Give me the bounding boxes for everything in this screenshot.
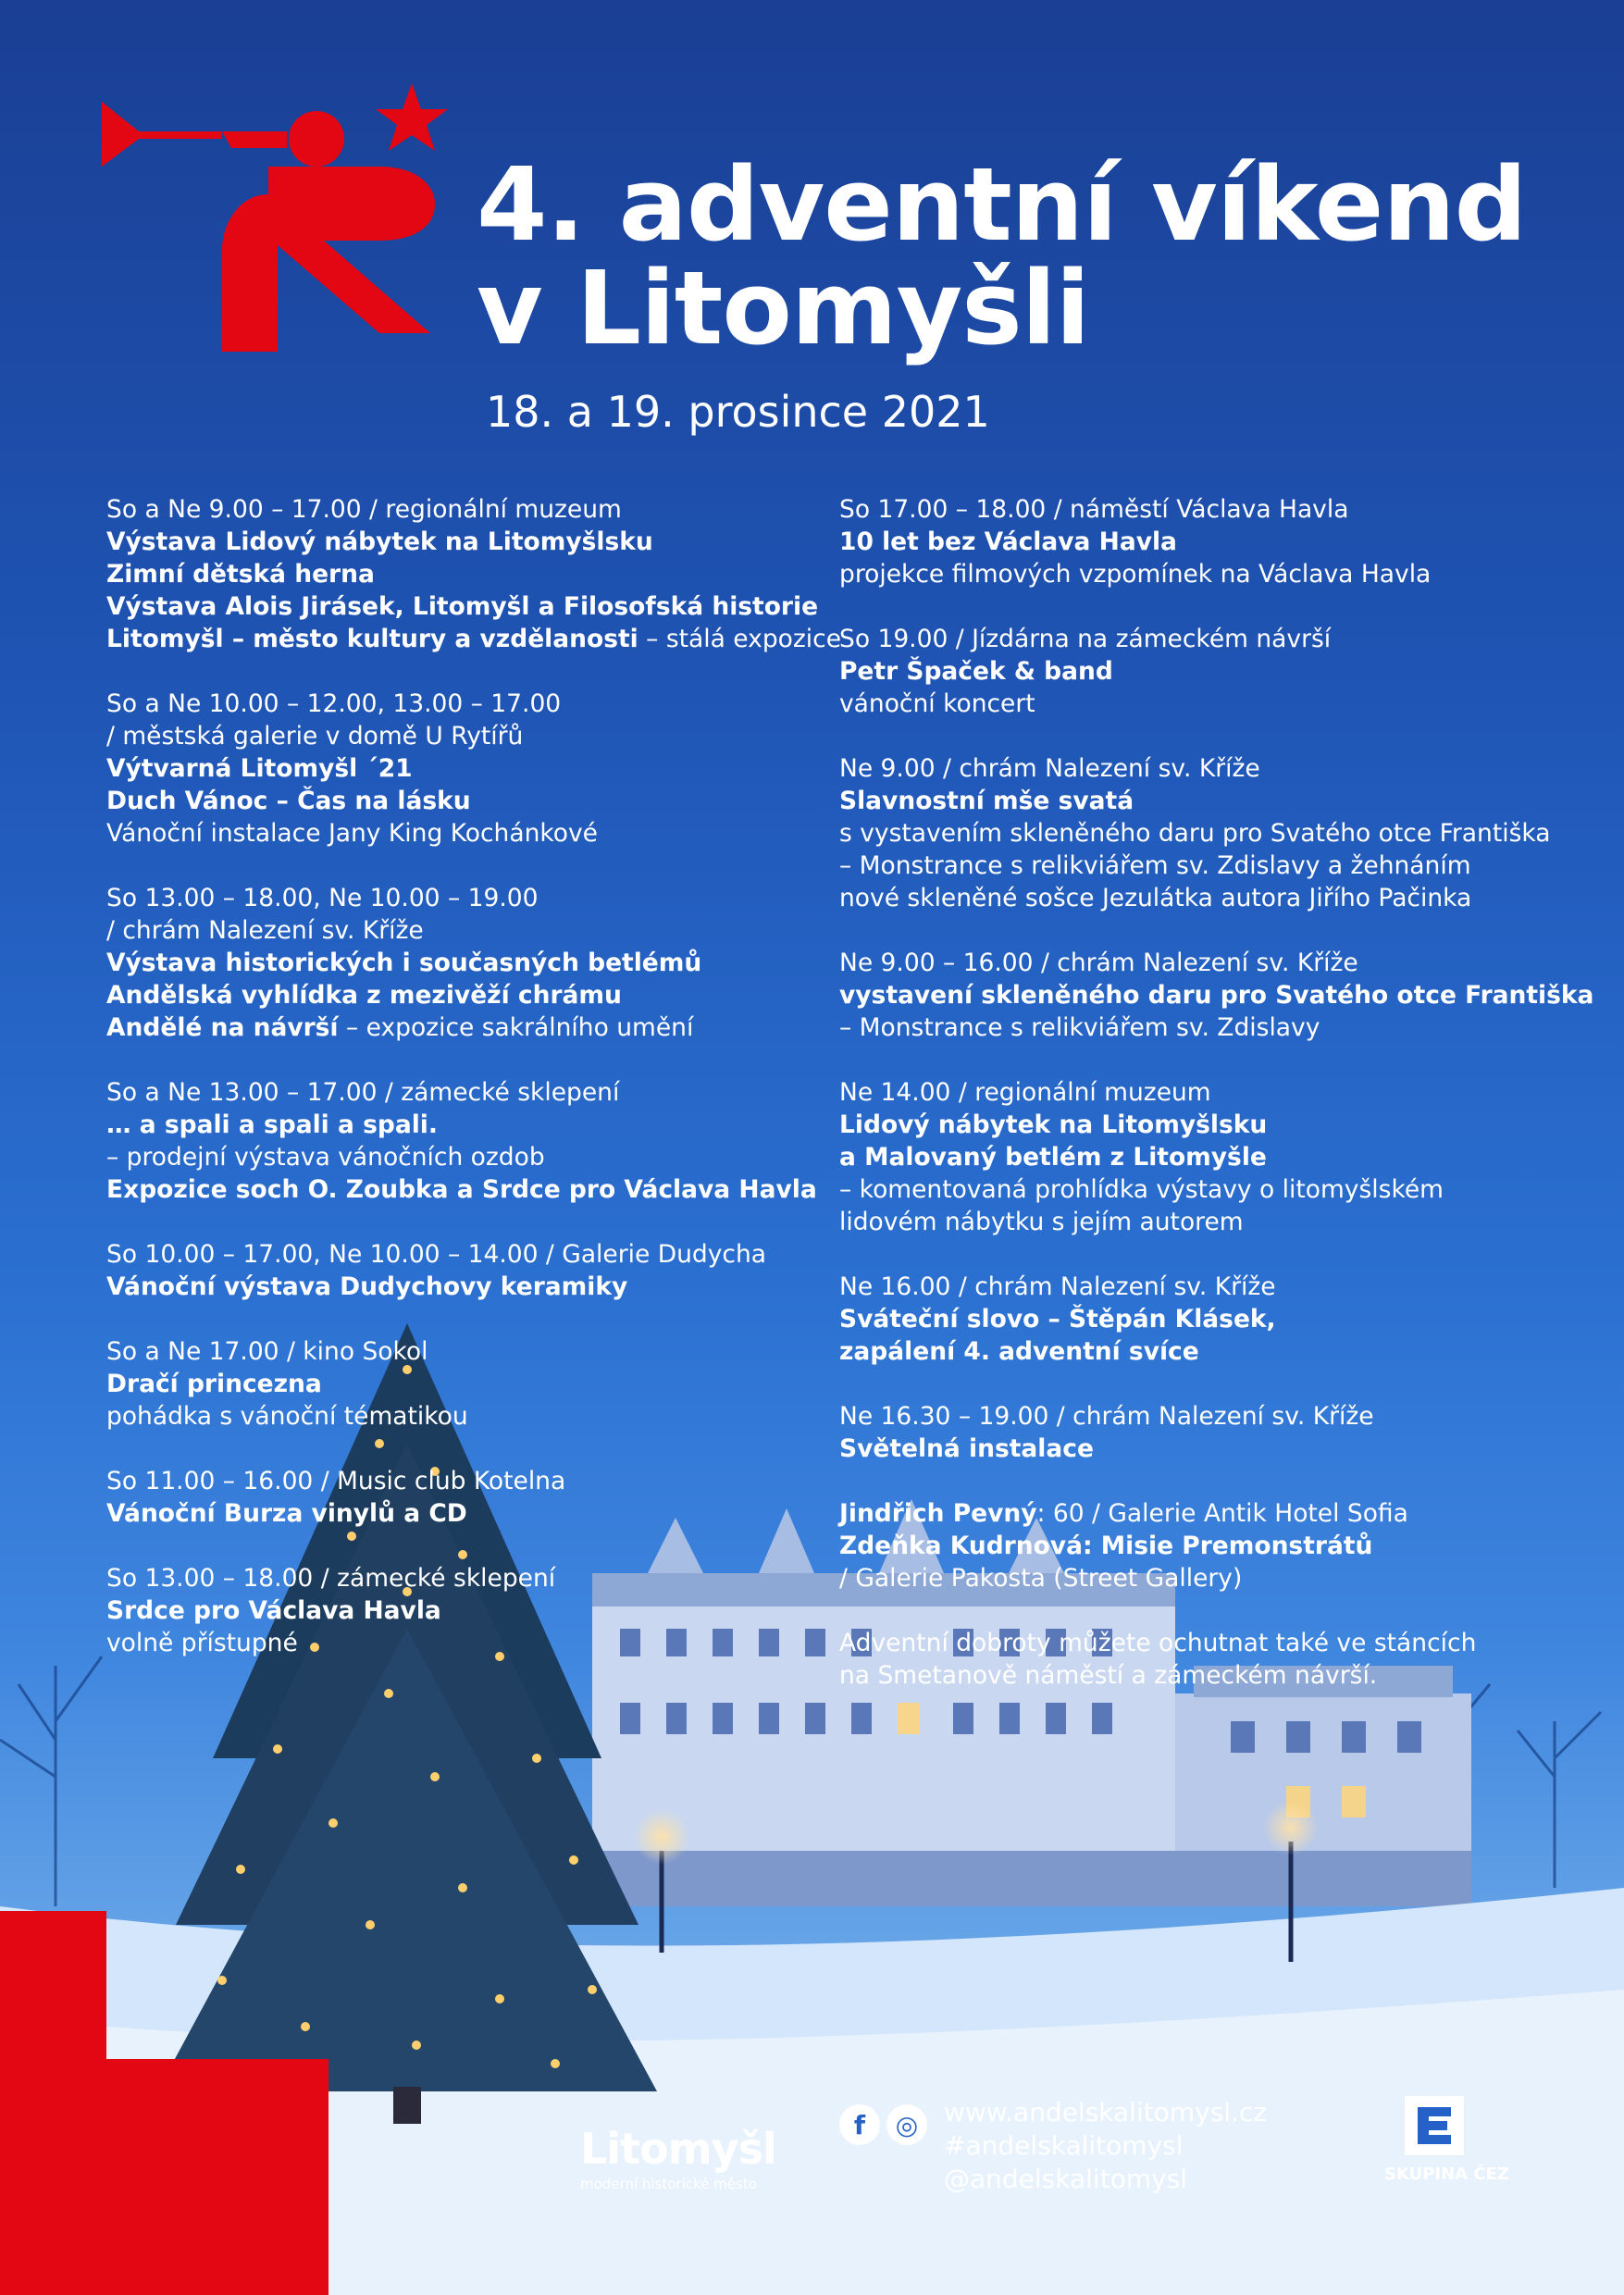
event-highlight: Slavnostní mše svatá bbox=[839, 787, 1134, 815]
event-line bbox=[839, 688, 1570, 720]
event-highlight: Výstava Lidový nábytek na Litomyšlsku bbox=[106, 527, 653, 556]
event-highlight: Expozice soch O. Zoubka a Srdce pro Václava Havla bbox=[106, 1175, 817, 1204]
event-highlight: … a spali a spali a spali. bbox=[106, 1110, 438, 1139]
litomysl-name: Litomyšl bbox=[580, 2124, 776, 2174]
event-text: So a Ne 17.00 / kino Sokol bbox=[106, 1337, 428, 1366]
event-line bbox=[106, 526, 819, 558]
event-line bbox=[106, 720, 819, 752]
event-line bbox=[839, 1433, 1570, 1465]
program-column-right bbox=[839, 493, 1594, 1724]
program-event bbox=[106, 493, 841, 655]
facebook-icon[interactable]: f bbox=[839, 2104, 880, 2145]
program-event bbox=[106, 1562, 819, 1659]
event-text: – komentovaná prohlídka výstavy o litomyšlském bbox=[839, 1175, 1444, 1204]
event-highlight: zapálení 4. adventní svíce bbox=[839, 1337, 1199, 1366]
program-event bbox=[839, 623, 1570, 720]
event-text: So 13.00 – 18.00 / zámecké sklepení bbox=[106, 1564, 556, 1593]
event-line bbox=[839, 1659, 1570, 1692]
event-line bbox=[106, 688, 819, 720]
program-event bbox=[106, 1335, 819, 1433]
event-line bbox=[106, 1011, 819, 1044]
event-text: So 13.00 – 18.00, Ne 10.00 – 19.00 bbox=[106, 884, 539, 912]
cez-name: SKUPINA ČEZ bbox=[1384, 2165, 1509, 2184]
event-line bbox=[839, 1303, 1570, 1335]
event-text: So a Ne 9.00 – 17.00 / regionální muzeum bbox=[106, 495, 622, 524]
program-event bbox=[839, 1076, 1570, 1238]
program-event bbox=[839, 1400, 1570, 1465]
event-highlight: Vánoční výstava Dudychovy keramiky bbox=[106, 1272, 628, 1301]
event-highlight: Jindřich Pevný bbox=[839, 1499, 1037, 1528]
event-line bbox=[106, 817, 819, 850]
event-text: Vánoční instalace Jany King Kochánkové bbox=[106, 819, 598, 848]
event-line bbox=[106, 1109, 819, 1141]
event-line bbox=[839, 1530, 1570, 1562]
event-highlight: Dračí princezna bbox=[106, 1370, 322, 1398]
event-text: Ne 14.00 / regionální muzeum bbox=[839, 1078, 1211, 1107]
event-text: na Smetanově náměstí a zámeckém návrší. bbox=[839, 1661, 1378, 1690]
event-highlight: Andělé na návrší bbox=[106, 1013, 339, 1042]
event-highlight: Litomyšl – město kultury a vzdělanosti bbox=[106, 625, 638, 653]
event-text: / městská galerie v domě U Rytířů bbox=[106, 722, 524, 751]
event-line bbox=[106, 914, 819, 947]
event-line bbox=[106, 1141, 819, 1173]
program-event bbox=[106, 1465, 819, 1530]
event-line bbox=[839, 1627, 1570, 1659]
angel-trumpet-logo bbox=[102, 83, 463, 352]
event-line bbox=[106, 752, 819, 785]
event-text: vánoční koncert bbox=[839, 689, 1035, 718]
event-highlight: Andělská vyhlídka z mezivěží chrámu bbox=[106, 981, 622, 1010]
event-highlight: Duch Vánoc – Čas na lásku bbox=[106, 787, 471, 815]
event-line bbox=[839, 493, 1570, 526]
program-event bbox=[839, 493, 1570, 590]
program-event bbox=[839, 1627, 1570, 1692]
event-text: / Galerie Pakosta (Street Gallery) bbox=[839, 1564, 1243, 1593]
event-text: – Monstrance s relikviářem sv. Zdislavy bbox=[839, 1013, 1320, 1042]
event-text: – stálá expozice bbox=[638, 625, 841, 653]
event-text: So 19.00 / Jízdárna na zámeckém návrší bbox=[839, 625, 1332, 653]
event-line bbox=[106, 947, 819, 979]
event-text: So 11.00 – 16.00 / Music club Kotelna bbox=[106, 1467, 566, 1495]
event-text: Adventní dobroty můžete ochutnat také ve stáncích bbox=[839, 1629, 1477, 1657]
event-line bbox=[839, 558, 1570, 590]
event-line bbox=[839, 655, 1570, 688]
event-line bbox=[839, 1271, 1570, 1303]
contact-links bbox=[944, 2096, 1267, 2196]
event-line bbox=[839, 623, 1570, 655]
event-text: Ne 9.00 / chrám Nalezení sv. Kříže bbox=[839, 754, 1260, 783]
event-line bbox=[839, 1173, 1570, 1206]
event-line bbox=[839, 850, 1570, 882]
event-text: So 10.00 – 17.00, Ne 10.00 – 14.00 / Galerie Dudycha bbox=[106, 1240, 767, 1269]
event-line bbox=[106, 785, 819, 817]
program-event bbox=[839, 1497, 1570, 1594]
event-text: – prodejní výstava vánočních ozdob bbox=[106, 1143, 545, 1172]
event-line bbox=[839, 817, 1570, 850]
red-accent-block-wide bbox=[0, 2059, 329, 2295]
event-text: So a Ne 10.00 – 12.00, 13.00 – 17.00 bbox=[106, 689, 562, 718]
event-line bbox=[839, 1562, 1570, 1594]
event-line bbox=[106, 493, 819, 526]
event-line bbox=[839, 1011, 1570, 1044]
event-line bbox=[106, 1238, 819, 1271]
program-event bbox=[106, 882, 819, 1044]
event-line bbox=[106, 1335, 819, 1368]
event-highlight: Výstava Alois Jirásek, Litomyšl a Filosofská historie bbox=[106, 592, 819, 621]
event-line bbox=[106, 1173, 819, 1206]
event-line bbox=[106, 882, 819, 914]
event-line bbox=[106, 1627, 819, 1659]
event-line bbox=[839, 1141, 1570, 1173]
event-line bbox=[839, 785, 1570, 817]
cez-emblem-icon bbox=[1405, 2096, 1464, 2155]
event-line bbox=[106, 1271, 819, 1303]
event-text: / chrám Nalezení sv. Kříže bbox=[106, 916, 424, 945]
instagram-icon[interactable]: ◎ bbox=[886, 2104, 927, 2145]
event-line bbox=[106, 1368, 819, 1400]
event-line bbox=[839, 979, 1594, 1011]
program-event bbox=[839, 752, 1570, 914]
event-line bbox=[839, 1206, 1570, 1238]
event-text: : 60 / Galerie Antik Hotel Sofia bbox=[1036, 1499, 1408, 1528]
event-line bbox=[839, 1335, 1570, 1368]
litomysl-tagline: moderní historické město bbox=[580, 2176, 757, 2192]
litomysl-logo bbox=[580, 2124, 776, 2192]
event-highlight: Zimní dětská herna bbox=[106, 560, 375, 589]
program-event bbox=[106, 1238, 819, 1303]
program-event bbox=[839, 947, 1594, 1044]
event-highlight: 10 let bez Václava Havla bbox=[839, 527, 1177, 556]
event-line bbox=[839, 752, 1570, 785]
event-line bbox=[106, 1400, 819, 1433]
hashtag: #andelskalitomysl bbox=[944, 2130, 1184, 2161]
event-text: So 17.00 – 18.00 / náměstí Václava Havla bbox=[839, 495, 1349, 524]
event-highlight: Zdeňka Kudrnová: Misie Premonstrátů bbox=[839, 1532, 1373, 1560]
page-title bbox=[477, 145, 1527, 367]
program-event bbox=[106, 1076, 819, 1206]
event-highlight: Výstava historických i současných betlémů bbox=[106, 949, 702, 977]
program-column-left bbox=[106, 493, 841, 1692]
program-event bbox=[106, 688, 819, 850]
event-line bbox=[106, 623, 841, 655]
event-line bbox=[839, 882, 1570, 914]
event-highlight: Lidový nábytek na Litomyšlsku bbox=[839, 1110, 1268, 1139]
event-text: nové skleněné sošce Jezulátka autora Jiřího Pačinka bbox=[839, 884, 1472, 912]
event-line bbox=[839, 1497, 1570, 1530]
event-highlight: Sváteční slovo – Štěpán Klásek, bbox=[839, 1305, 1276, 1334]
event-highlight: Světelná instalace bbox=[839, 1434, 1094, 1463]
event-line bbox=[106, 979, 819, 1011]
program-event bbox=[839, 1271, 1570, 1368]
title-line-1: 4. adventní víkend bbox=[477, 145, 1527, 264]
social-handle[interactable]: @andelskalitomysl bbox=[944, 2164, 1188, 2194]
event-text: s vystavením skleněného daru pro Svatého otce Františka bbox=[839, 819, 1551, 848]
event-text: projekce filmových vzpomínek na Václava Havla bbox=[839, 560, 1432, 589]
event-text: pohádka s vánoční tématikou bbox=[106, 1402, 468, 1431]
event-line bbox=[106, 590, 819, 623]
event-line bbox=[839, 947, 1570, 979]
event-text: – Monstrance s relikviářem sv. Zdislavy a žehnáním bbox=[839, 851, 1471, 880]
title-line-2: v Litomyšli bbox=[477, 249, 1090, 367]
event-date: 18. a 19. prosince 2021 bbox=[486, 387, 990, 437]
event-highlight: Vánoční Burza vinylů a CD bbox=[106, 1499, 467, 1528]
event-line bbox=[106, 1497, 819, 1530]
event-line bbox=[106, 1594, 819, 1627]
cez-logo bbox=[1384, 2096, 1509, 2184]
event-text: So a Ne 13.00 – 17.00 / zámecké sklepení bbox=[106, 1078, 620, 1107]
event-line bbox=[106, 1562, 819, 1594]
event-text: Ne 16.30 – 19.00 / chrám Nalezení sv. Kříže bbox=[839, 1402, 1374, 1431]
event-highlight: Petr Špaček & band bbox=[839, 657, 1113, 686]
event-line bbox=[839, 1400, 1570, 1433]
website-link[interactable]: www.andelskalitomysl.cz bbox=[944, 2097, 1268, 2128]
event-line bbox=[839, 1109, 1570, 1141]
event-text: Ne 9.00 – 16.00 / chrám Nalezení sv. Kříže bbox=[839, 949, 1358, 977]
event-line bbox=[106, 1465, 819, 1497]
event-line bbox=[106, 558, 819, 590]
event-highlight: a Malovaný betlém z Litomyšle bbox=[839, 1143, 1267, 1172]
event-text: lidovém nábytku s jejím autorem bbox=[839, 1208, 1244, 1236]
event-line bbox=[839, 1076, 1570, 1109]
event-highlight: Výtvarná Litomyšl ´21 bbox=[106, 754, 413, 783]
event-highlight: vystavení skleněného daru pro Svatého otce Františka bbox=[839, 981, 1594, 1010]
event-highlight: Srdce pro Václava Havla bbox=[106, 1596, 441, 1625]
event-line bbox=[839, 526, 1570, 558]
event-text: – expozice sakrálního umění bbox=[338, 1013, 694, 1042]
event-text: Ne 16.00 / chrám Nalezení sv. Kříže bbox=[839, 1272, 1276, 1301]
event-text: volně přístupné bbox=[106, 1629, 298, 1657]
event-line bbox=[106, 1076, 819, 1109]
